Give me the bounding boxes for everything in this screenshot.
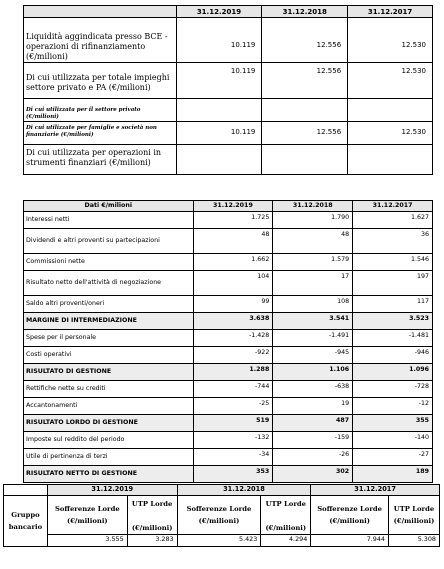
value-cell: 197 [353, 271, 433, 296]
row-label: Di cui utilizzata per il settore privato (€/milioni) [24, 99, 177, 122]
npl-table [3, 484, 440, 547]
value-cell [176, 145, 262, 175]
year-header-row [4, 485, 440, 496]
header-cell [24, 6, 177, 18]
row-label-line: bancario [8, 523, 43, 531]
value-cell: -728 [353, 381, 433, 398]
column-header-line: (€/milioni) [329, 517, 370, 525]
value-cell: -34 [193, 449, 273, 466]
row-label: Costi operativi [24, 347, 194, 364]
value-cell: 7.944 [311, 535, 389, 547]
row-label: Interessi netti [24, 212, 194, 229]
value-cell: 1.288 [193, 364, 273, 381]
value-cell: -638 [273, 381, 353, 398]
column-header-line: (€/milioni) [198, 517, 240, 525]
value-cell [262, 145, 348, 175]
row-label: Risultato netto dell'attività di negoziazione [24, 271, 194, 296]
value-cell: 3.555 [47, 535, 127, 547]
value-cell: 1.725 [193, 212, 273, 229]
header-cell: 31.12.2018 [273, 201, 353, 212]
value-cell: -159 [273, 432, 353, 449]
table-row [24, 63, 433, 99]
value-cell [348, 99, 433, 122]
value-cell: 302 [273, 466, 353, 483]
row-label: Commissioni nette [24, 254, 194, 271]
value-cell: 1.790 [273, 212, 353, 229]
value-cell: 189 [353, 466, 433, 483]
value-cell: -25 [193, 398, 273, 415]
row-label: MARGINE DI INTERMEDIAZIONE [24, 313, 194, 330]
value-cell [176, 99, 262, 122]
table-row [24, 313, 433, 330]
year-header: 31.12.2017 [311, 485, 440, 496]
value-cell: 1.096 [353, 364, 433, 381]
column-header [389, 496, 440, 535]
value-cell: 12.556 [262, 18, 348, 63]
table-row [24, 347, 433, 364]
row-label: Utile di pertinenza di terzi [24, 449, 194, 466]
column-header-line: UTP Lorde [265, 500, 306, 508]
value-cell: 1.579 [273, 254, 353, 271]
row-label: Liquidità aggindicata presso BCE - operazioni di rifinanziamento (€/milioni) [24, 18, 177, 63]
row-label [4, 496, 48, 547]
value-cell: 48 [193, 229, 273, 254]
value-cell: 5.423 [177, 535, 261, 547]
value-cell: -922 [193, 347, 273, 364]
year-header: 31.12.2019 [47, 485, 177, 496]
value-cell: 19 [273, 398, 353, 415]
year-header: 31.12.2018 [177, 485, 311, 496]
row-label: Saldo altri proventi/oneri [24, 296, 194, 313]
column-header [177, 496, 261, 535]
value-cell: 353 [193, 466, 273, 483]
table-row [24, 330, 433, 347]
value-cell: 10.119 [176, 18, 262, 63]
header-cell: 31.12.2017 [353, 201, 433, 212]
table-row [24, 229, 433, 254]
column-header-line: Sofferenze Lorde [317, 505, 382, 513]
column-header [127, 496, 177, 535]
value-cell: 12.556 [262, 63, 348, 99]
row-label: Accantonamenti [24, 398, 194, 415]
empty-corner [4, 485, 48, 496]
header-cell: 31.12.2017 [348, 6, 433, 18]
column-header-line: (€/milioni) [393, 517, 435, 525]
row-label: Di cui utilizzata per operazioni in strumenti finanziari (€/milioni) [24, 145, 177, 175]
row-label: Di cui utilizzate per famiglie e società non finanziarie (€/milioni) [24, 122, 177, 145]
row-label: RISULTATO LORDO DI GESTIONE [24, 415, 194, 432]
table-row [24, 296, 433, 313]
column-header-line: (€/milioni) [131, 524, 173, 532]
table-row [24, 466, 433, 483]
header-cell: Dati €/milioni [24, 201, 194, 212]
column-header-line: (€/milioni) [265, 524, 307, 532]
value-cell: 10.119 [176, 63, 262, 99]
table-header-row [24, 201, 433, 212]
column-header-line: Sofferenze Lorde [186, 505, 252, 513]
value-cell: 36 [353, 229, 433, 254]
column-header-row [4, 496, 440, 535]
value-cell: -132 [193, 432, 273, 449]
value-cell: -140 [353, 432, 433, 449]
value-cell: 117 [353, 296, 433, 313]
value-cell: 487 [273, 415, 353, 432]
value-cell: -744 [193, 381, 273, 398]
row-label: Rettifiche nette su crediti [24, 381, 194, 398]
value-cell: 519 [193, 415, 273, 432]
value-cell: 355 [353, 415, 433, 432]
table-row [24, 398, 433, 415]
row-label: Imposte sul reddito del periodo [24, 432, 194, 449]
table-row [24, 145, 433, 175]
value-cell: 104 [193, 271, 273, 296]
value-cell: 1.662 [193, 254, 273, 271]
row-label: RISULTATO NETTO DI GESTIONE [24, 466, 194, 483]
value-cell: -27 [353, 449, 433, 466]
header-cell: 31.12.2018 [262, 6, 348, 18]
row-label: RISULTATO DI GESTIONE [24, 364, 194, 381]
header-cell: 31.12.2019 [176, 6, 262, 18]
value-cell: 10.119 [176, 122, 262, 145]
row-label: Dividendi e altri proventi su partecipazioni [24, 229, 194, 254]
column-header [311, 496, 389, 535]
value-cell: 1.627 [353, 212, 433, 229]
table-row [24, 432, 433, 449]
value-cell: -1.491 [273, 330, 353, 347]
table-row [24, 449, 433, 466]
table-row [24, 18, 433, 63]
value-cell: 3.541 [273, 313, 353, 330]
table-header-row [24, 6, 433, 18]
value-cell: 17 [273, 271, 353, 296]
value-cell: 5.308 [389, 535, 440, 547]
value-cell: 48 [273, 229, 353, 254]
value-cell: 1.106 [273, 364, 353, 381]
value-cell: 108 [273, 296, 353, 313]
table-row [24, 381, 433, 398]
value-cell [348, 145, 433, 175]
row-label: Di cui utilizzata per totale impieghi settore privato e PA (€/milioni) [24, 63, 177, 99]
table-row [24, 271, 433, 296]
value-cell: 3.523 [353, 313, 433, 330]
table-row [4, 535, 440, 547]
bce-liquidity-table [23, 5, 433, 175]
value-cell: -1.428 [193, 330, 273, 347]
row-label: Spese per il personale [24, 330, 194, 347]
value-cell: 99 [193, 296, 273, 313]
column-header-line: UTP Lorde [131, 500, 173, 508]
table-row [24, 364, 433, 381]
column-header-line: Sofferenze Lorde [54, 505, 120, 513]
value-cell: 12.556 [262, 122, 348, 145]
row-label-line: Gruppo [11, 511, 40, 519]
header-cell: 31.12.2019 [193, 201, 273, 212]
table-row [24, 212, 433, 229]
value-cell: 3.283 [127, 535, 177, 547]
table-row [24, 254, 433, 271]
table-row [24, 122, 433, 145]
income-statement-table [23, 200, 433, 483]
column-header [261, 496, 311, 535]
value-cell: 12.530 [348, 18, 433, 63]
value-cell: -946 [353, 347, 433, 364]
table-row [24, 99, 433, 122]
column-header-line: UTP Lorde [393, 505, 435, 513]
table-row [24, 415, 433, 432]
value-cell: 12.530 [348, 122, 433, 145]
column-header [47, 496, 127, 535]
value-cell [262, 99, 348, 122]
value-cell: 12.530 [348, 63, 433, 99]
value-cell: -26 [273, 449, 353, 466]
value-cell: -1.481 [353, 330, 433, 347]
value-cell: -12 [353, 398, 433, 415]
value-cell: 1.546 [353, 254, 433, 271]
value-cell: 4.294 [261, 535, 311, 547]
value-cell: 3.638 [193, 313, 273, 330]
column-header-line: (€/milioni) [66, 517, 108, 525]
value-cell: -945 [273, 347, 353, 364]
